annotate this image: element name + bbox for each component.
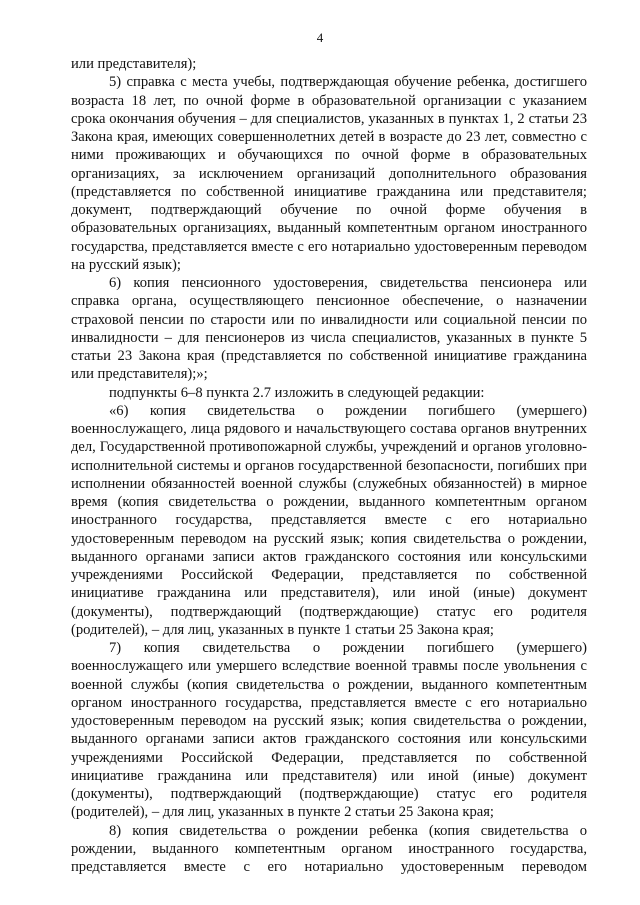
paragraph: или представителя); bbox=[71, 56, 197, 72]
paragraph: «6) копия свидетельства о рождении погибшего (умершего) военнослужащего, лица рядового и начальствующего состава органов внутренних дел, Государственной противопожарной службы, учреждений и органов уголовно-исполнительной системы и органов государственной безопасности, погибших при исполнении обязанностей военной службы (служебных обязанностей) в мирное время (копия свидетельства о рождении, выданного компетентным органом иностранного государства, представляется вместе с его нотариально удостоверенным переводом на русский язык; копия свидетельства о рождении, выданного органами записи актов гражданского состояния или консульскими учреждениями Российской Федерации, представляется по собственной инициативе гражданина или представителя), или иной (иные) документ (документы), подтверждающий (подтверждающие) статус его родителя (родителей), – для лиц, указанных в пункте 1 статьи 25 Закона края; bbox=[71, 402, 587, 638]
paragraph: 5) справка с места учебы, подтверждающая обучение ребенка, достигшего возраста 18 лет, по очной форме в образовательной организации с указанием срока окончания обучения – для специалистов, указанных в пунктах 1, 2 статьи 23 Закона края, имеющих совершеннолетних детей в возрасте до 23 лет, совместно с ними проживающих и обучающихся по очной форме в образовательных организациях, за исключением организаций дополнительного образования (представляется по собственной инициативе гражданина или представителя; документ, подтверждающий обучение по очной форме обучения в образовательных организациях, выданный компетентным органом иностранного государства, представляется вместе с его нотариально удостоверенным переводом на русский язык); bbox=[71, 74, 587, 273]
paragraph: 8) копия свидетельства о рождении ребенка (копия свидетельства о рождении, выданного компетентным органом иностранного государства, представляется вместе с его нотариально удостоверенным переводом bbox=[71, 822, 587, 875]
paragraph: 6) копия пенсионного удостоверения, свидетельства пенсионера или справка органа, осуществляющего пенсионное обеспечение, о назначении страховой пенсии по старости или по инвалидности или социальной пенсии по инвалидности – для пенсионеров из числа специалистов, указанных в пункте 5 статьи 23 Закона края (представляется по собственной инициативе гражданина или представителя);»; bbox=[71, 275, 587, 383]
document-body bbox=[71, 55, 587, 876]
page-number: 4 bbox=[316, 30, 324, 45]
paragraph: 7) копия свидетельства о рождении погибшего (умершего) военнослужащего или умершего вследствие военной травмы после увольнения с военной службы (копия свидетельства о рождении, выданного компетентным органом иностранного государства, представляется вместе с его нотариально удостоверенным переводом на русский язык; копия свидетельства о рождении, выданного органами записи актов гражданского состояния или консульскими учреждениями Российской Федерации, представляется по собственной инициативе гражданина или представителя) или иной (иные) документ (документы), подтверждающий (подтверждающие) статус его родителя (родителей), – для лиц, указанных в пункте 2 статьи 25 Закона края; bbox=[71, 640, 587, 821]
paragraph: подпункты 6–8 пункта 2.7 изложить в следующей редакции: bbox=[109, 384, 485, 401]
